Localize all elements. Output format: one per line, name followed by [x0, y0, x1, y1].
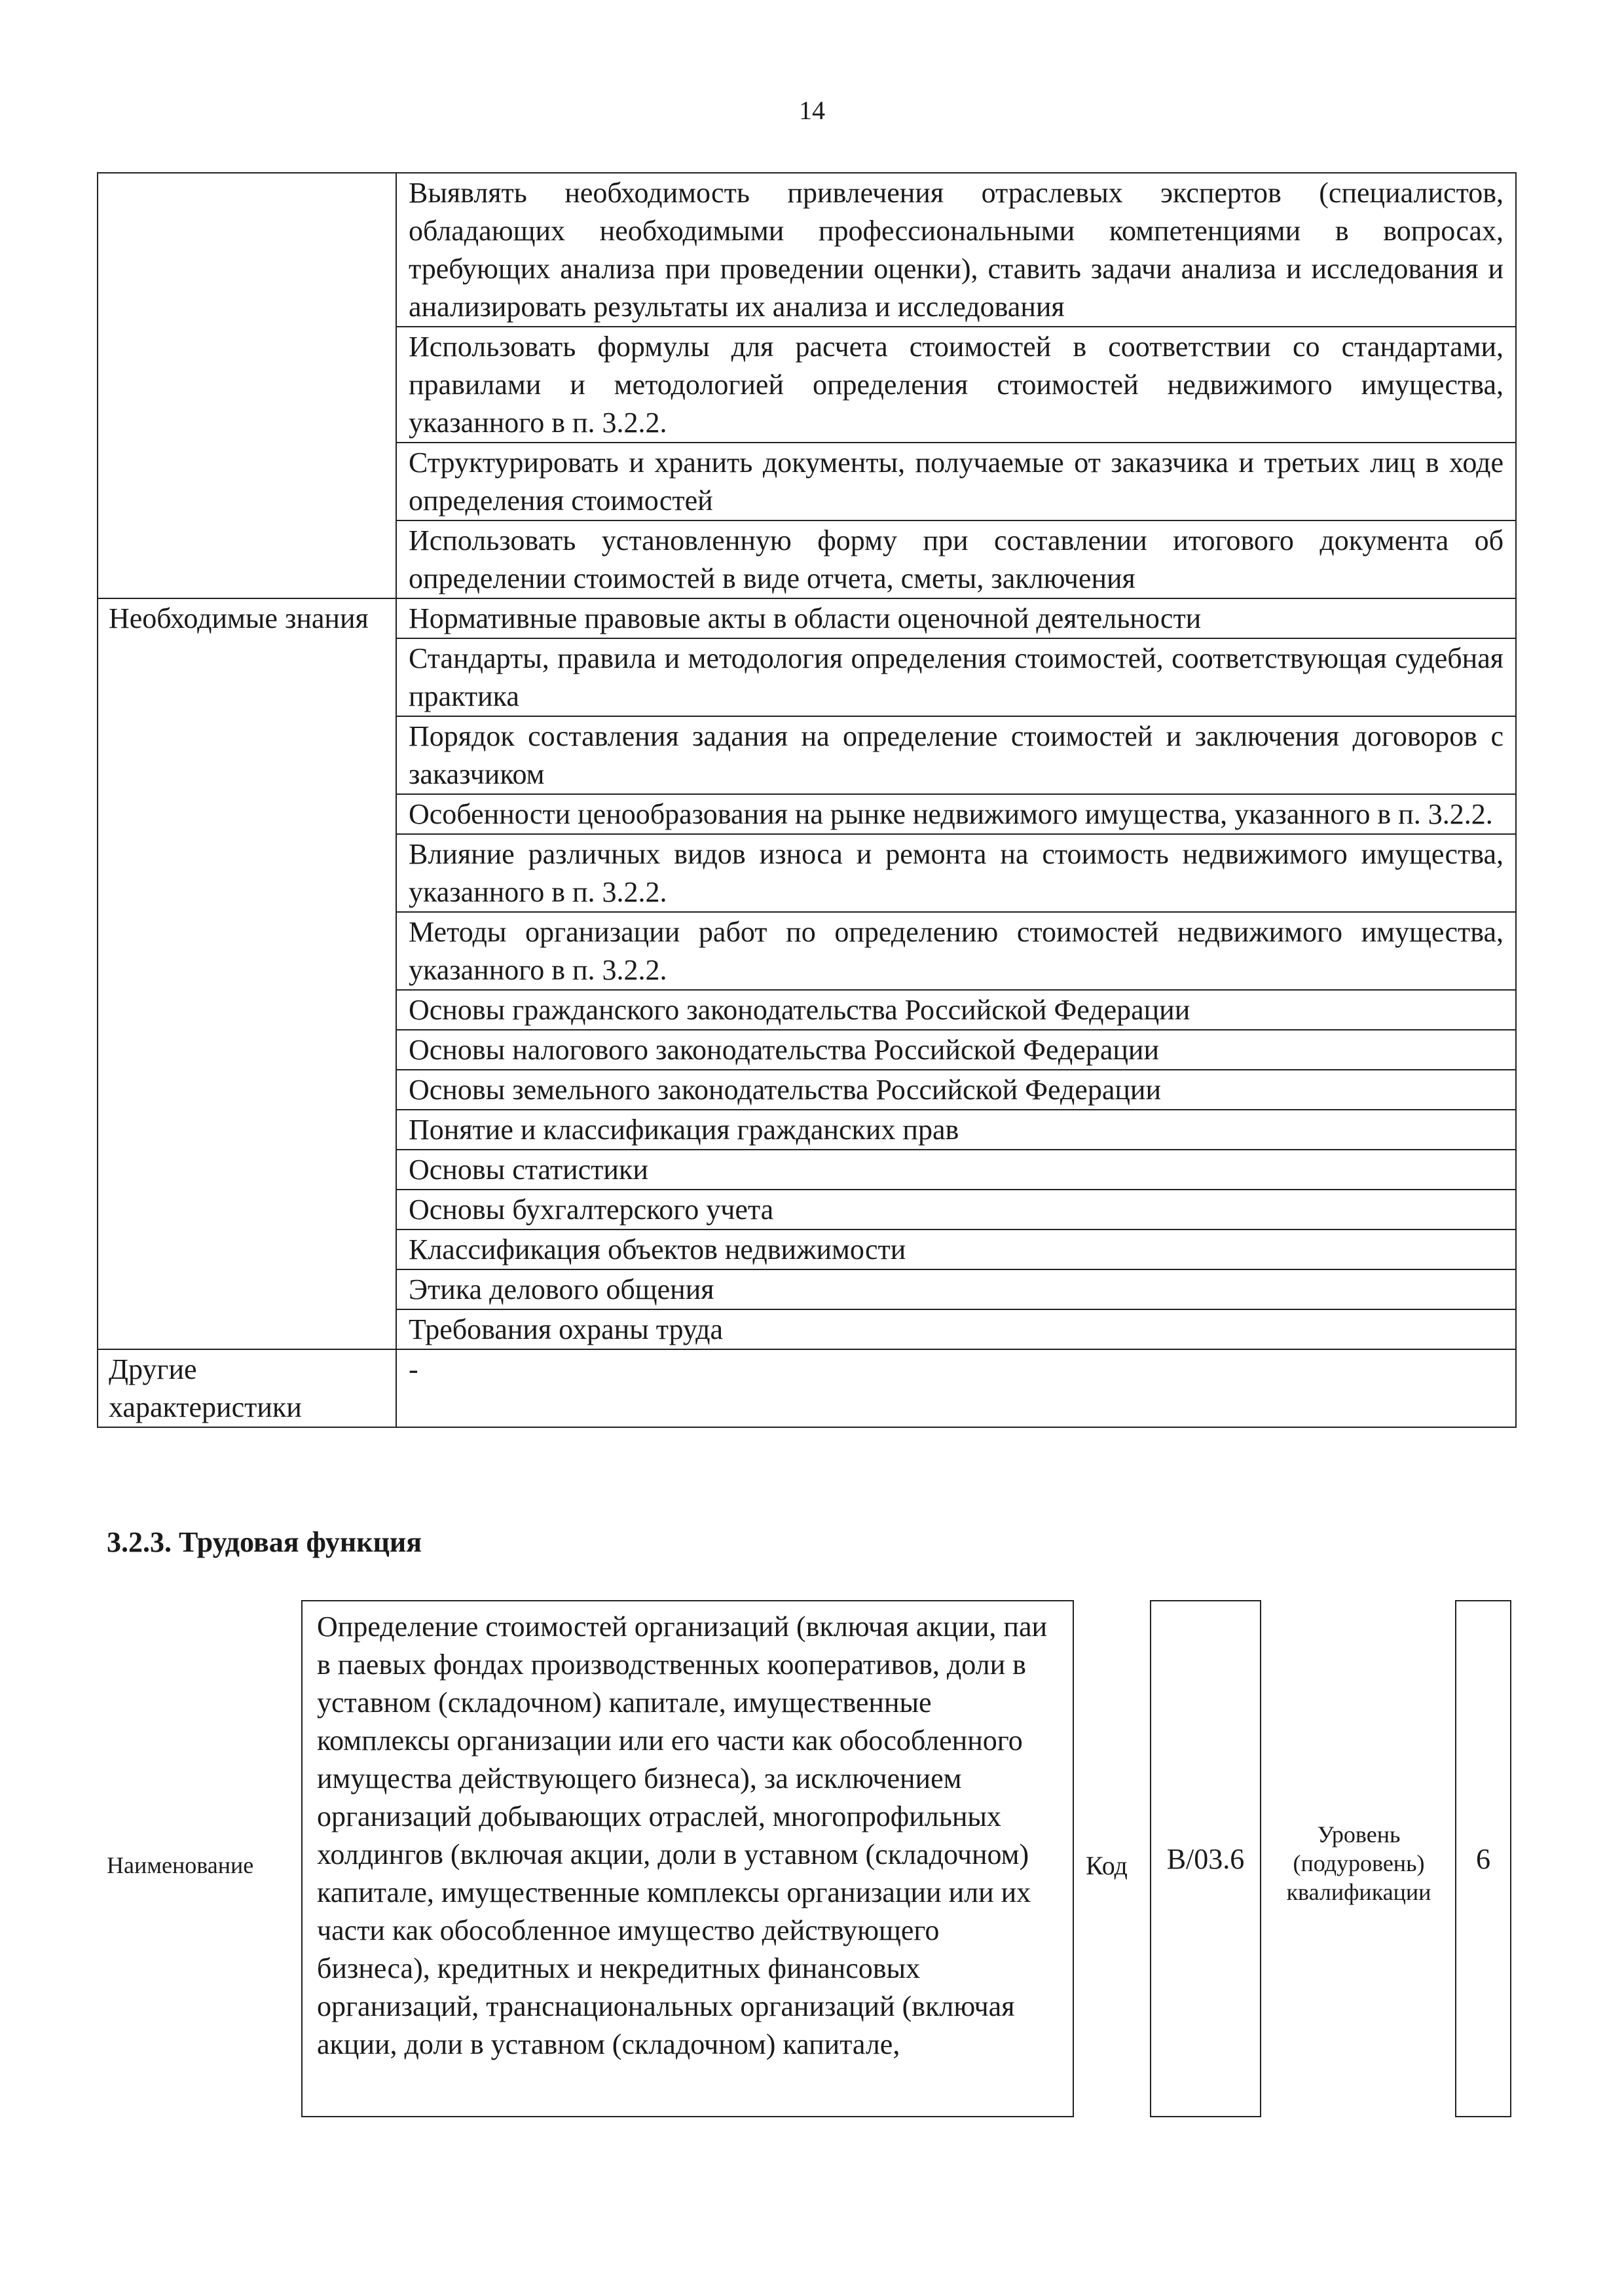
requirements-table — [97, 172, 1517, 1428]
labor-function-name: Определение стоимостей организаций (включая акции, паи в паевых фондах производственных кооперативов, доли в уставном (складочном) капитале, имущественные комплексы организации или его части как обособленного имущества действующего бизнеса), за исключением организаций добывающих отраслей, многопрофильных холдингов (включая акции, доли в уставном (складочном) капитале, имущественные комплексы организации или их части как обособленное имущество действующего бизнеса), кредитных и некредитных финансовых организаций, транснациональных организаций (включая акции, доли в уставном (складочном) капитале, — [301, 1600, 1074, 2117]
row-label-empty — [98, 173, 396, 598]
level-label: Уровень (подуровень) квалификации — [1286, 1821, 1431, 1905]
section-heading: 3.2.3. Трудовая функция — [107, 1526, 422, 1558]
list-item: - — [396, 1349, 1516, 1427]
list-item: Классификация объектов недвижимости — [396, 1230, 1516, 1269]
list-item: Структурировать и хранить документы, получаемые от заказчика и третьих лиц в ходе определения стоимостей — [396, 443, 1516, 520]
list-item: Выявлять необходимость привлечения отраслевых экспертов (специалистов, обладающих необходимыми профессиональными компетенциями в вопросах, требующих анализа при проведении оценки), ставить задачи анализа и исследования и анализировать результаты их анализа и исследования — [396, 173, 1516, 327]
list-item: Основы статистики — [396, 1150, 1516, 1190]
row-label-knowledge: Необходимые знания — [98, 598, 396, 1349]
table-row — [98, 598, 1516, 638]
row-label-other: Другие характеристики — [98, 1349, 396, 1427]
list-item: Использовать установленную форму при составлении итогового документа об определении стоимостей в виде отчета, сметы, заключения — [396, 520, 1516, 598]
list-item: Понятие и классификация гражданских прав — [396, 1110, 1516, 1150]
list-item: Порядок составления задания на определение стоимостей и заключения договоров с заказчиком — [396, 716, 1516, 794]
list-item: Требования охраны труда — [396, 1309, 1516, 1349]
page-number: 14 — [799, 96, 825, 125]
list-item: Основы бухгалтерского учета — [396, 1190, 1516, 1230]
list-item: Использовать формулы для расчета стоимостей в соответствии со стандартами, правилами и методологией определения стоимостей недвижимого имущества, указанного в п. 3.2.2. — [396, 327, 1516, 443]
list-item: Основы земельного законодательства Российской Федерации — [396, 1070, 1516, 1110]
list-item: Нормативные правовые акты в области оценочной деятельности — [396, 598, 1516, 638]
list-item: Влияние различных видов износа и ремонта на стоимость недвижимого имущества, указанного в п. 3.2.2. — [396, 834, 1516, 912]
list-item: Особенности ценообразования на рынке недвижимого имущества, указанного в п. 3.2.2. — [396, 794, 1516, 834]
name-label: Наименование — [107, 1852, 254, 1878]
code-label: Код — [1086, 1851, 1128, 1880]
code-value: B/03.6 — [1150, 1600, 1261, 2117]
level-value: 6 — [1455, 1600, 1511, 2117]
table-row — [98, 173, 1516, 327]
table-row — [98, 1349, 1516, 1427]
list-item: Основы налогового законодательства Российской Федерации — [396, 1030, 1516, 1070]
list-item: Этика делового общения — [396, 1269, 1516, 1309]
list-item: Стандарты, правила и методология определения стоимостей, соответствующая судебная практика — [396, 638, 1516, 716]
list-item: Методы организации работ по определению стоимостей недвижимого имущества, указанного в п. 3.2.2. — [396, 912, 1516, 990]
list-item: Основы гражданского законодательства Российской Федерации — [396, 990, 1516, 1030]
